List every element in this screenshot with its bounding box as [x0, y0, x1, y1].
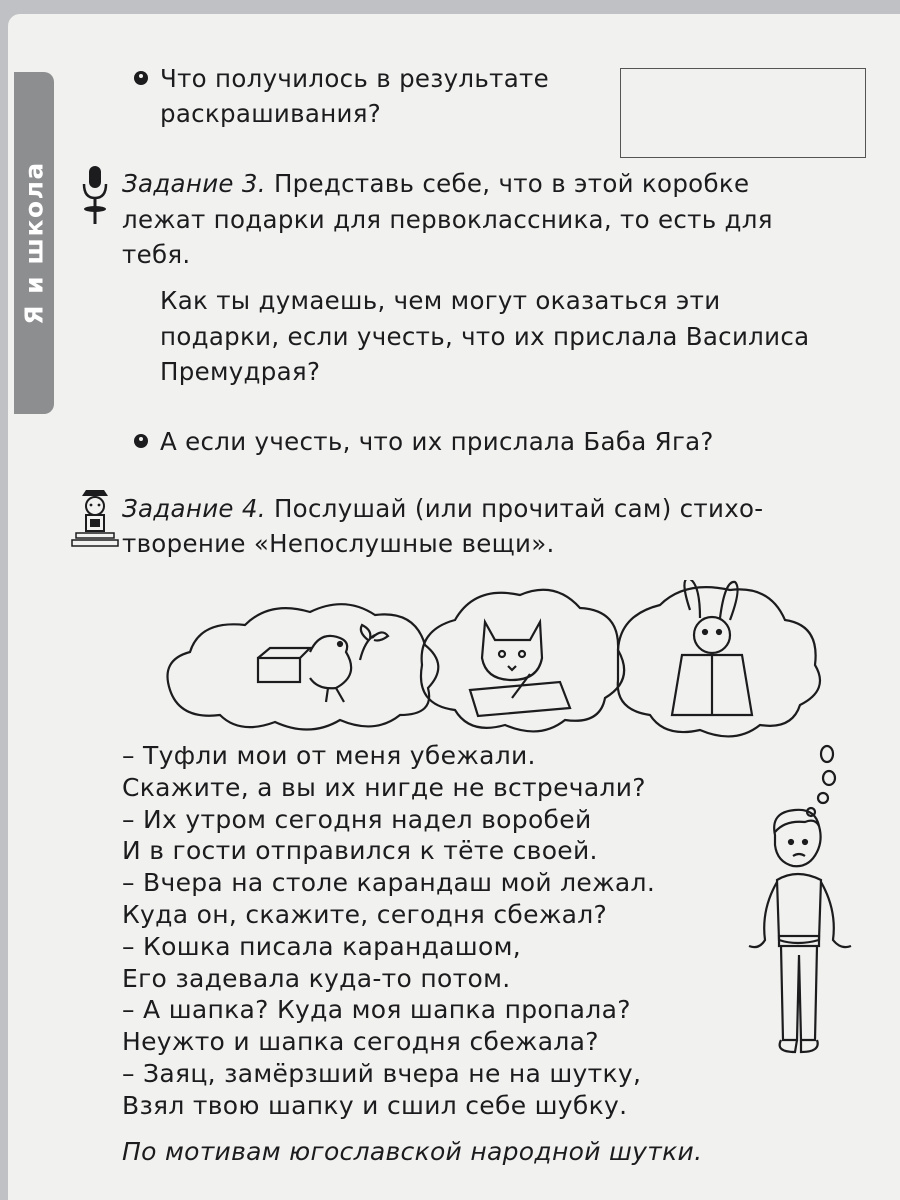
task-3-line-1 [122, 167, 749, 200]
task-3-sub-line-2: подарки, если учесть, что их прислала Василиса [160, 322, 810, 351]
task-3-sub-line-1: Как ты думаешь, чем могут оказаться эти [160, 286, 721, 315]
question-1-line-2: раскрашивания? [160, 99, 382, 128]
task-4-label: Задание 4. [122, 494, 266, 523]
section-tab [14, 72, 54, 414]
poem-line: – Заяц, замёрзший вчера не на шутку, [122, 1058, 642, 1088]
schoolboy-icon [70, 488, 120, 550]
poem-line: – А шапка? Куда моя шапка пропала? [122, 995, 631, 1025]
poem-attribution: По мотивам югославской народной шутки. [122, 1137, 703, 1166]
task-3-line-2: лежат подарки для первоклассника, то есть для [122, 205, 773, 234]
question-1-line-1: Что получилось в результате [160, 64, 549, 93]
poem-line: Взял твою шапку и сшил себе шубку. [122, 1090, 628, 1120]
task-3-line-3: тебя. [122, 240, 191, 269]
poem-line: Куда он, скажите, сегодня сбежал? [122, 899, 608, 929]
task-3-label: Задание 3. [122, 169, 266, 198]
bullet-icon [134, 71, 148, 85]
bullet-icon [134, 434, 148, 448]
poem-line: И в гости отправился к тёте своей. [122, 836, 598, 866]
question-2: А если учесть, что их прислала Баба Яга? [160, 427, 714, 456]
poem-line: Скажите, а вы их нигде не встречали? [122, 772, 646, 802]
task-4-line-1-text: Послушай (или прочитай сам) стихо- [273, 494, 764, 523]
thinking-boy-illustration [745, 740, 875, 1090]
task-4-line-1 [122, 492, 763, 525]
poem-line: Неужто и шапка сегодня сбежала? [122, 1027, 599, 1057]
thought-cloud-illustration [160, 580, 900, 750]
task-4-line-2: творение «Непослушные вещи». [122, 529, 555, 558]
microphone-icon [80, 164, 110, 226]
poem-line: – Их утром сегодня надел воробей [122, 804, 592, 834]
poem-line: – Кошка писала карандашом, [122, 931, 521, 961]
poem [122, 740, 655, 1122]
poem-line: Его задевала куда-то потом. [122, 963, 511, 993]
section-tab-label: Я и школа [19, 161, 49, 325]
poem-line: – Туфли мои от меня убежали. [122, 741, 536, 770]
task-3-line-1-text: Представь себе, что в этой коробке [273, 169, 750, 198]
answer-box[interactable] [620, 68, 866, 158]
task-3-sub-line-3: Премудрая? [160, 357, 321, 386]
poem-line: – Вчера на столе карандаш мой лежал. [122, 868, 656, 898]
